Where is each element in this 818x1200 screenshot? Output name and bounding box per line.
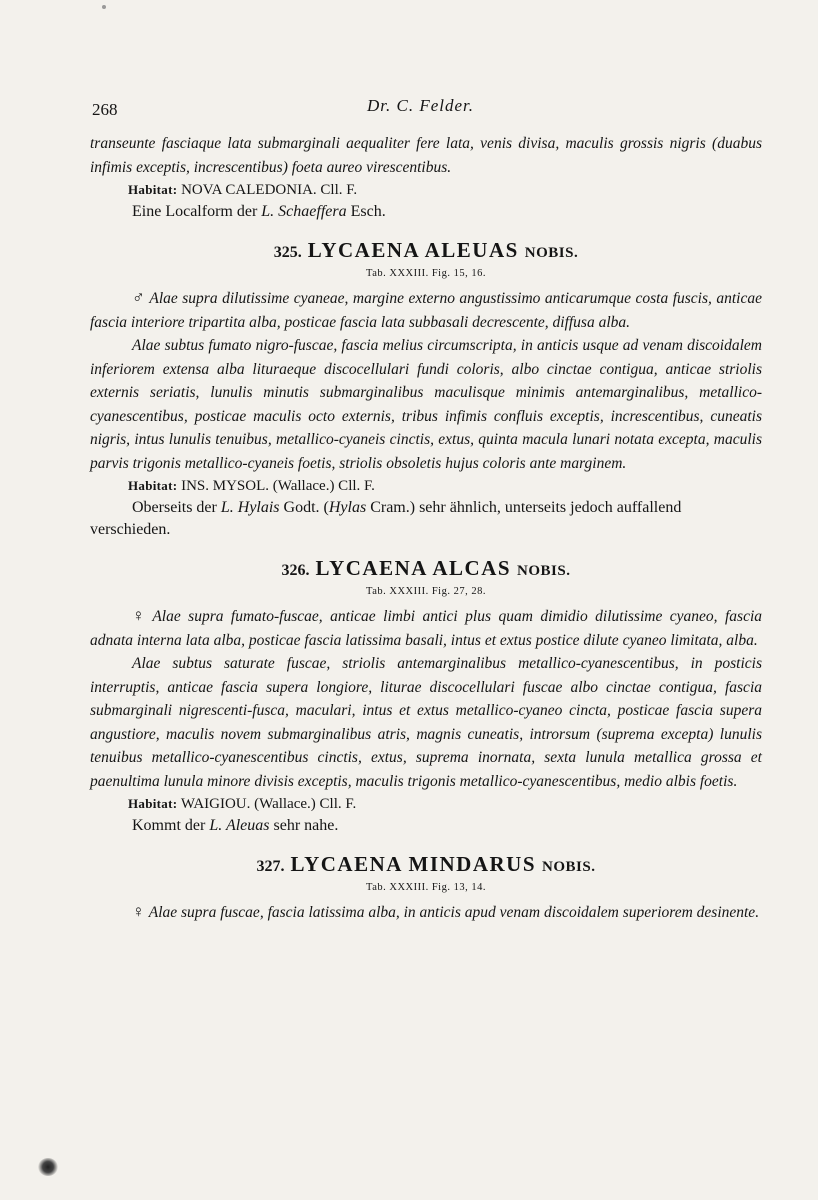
habitat-value: NOVA CALEDONIA. Cll. F. [181, 182, 358, 198]
species-number: 325. [273, 244, 302, 261]
page-number: 268 [92, 100, 118, 119]
species-habitat [90, 793, 762, 815]
habitat-label: Habitat: [128, 796, 178, 811]
note-text: Godt. ( [279, 499, 329, 516]
species-number: 327. [256, 858, 285, 875]
species-name: LYCAENA ALEUAS [307, 238, 519, 262]
species-name: LYCAENA MINDARUS [290, 852, 537, 876]
note-text: Oberseits der [132, 499, 221, 516]
plate-reference: Tab. XXXIII. Fig. 27, 28. [366, 586, 486, 597]
plate-reference: Tab. XXXIII. Fig. 15, 16. [366, 268, 486, 279]
species-author: NOBIS. [524, 245, 579, 261]
habitat-value: WAIGIOU. (Wallace.) Cll. F. [180, 796, 357, 812]
species-number: 326. [281, 562, 310, 579]
note-text: sehr nahe. [269, 817, 339, 834]
habitat-label: Habitat: [128, 182, 178, 197]
page-body [90, 132, 762, 925]
description-upperside [90, 900, 762, 925]
note-species: Hylas [328, 499, 367, 516]
description-underside: Alae subtus saturate fuscae, striolis antemarginalibus metallico-cyanescentibus, in posticis interruptis, anticae fascia supera longiore, liturae discocellulari fuscae albo cinctae contigua, fascia submarginali nigrescenti-fusca, maculari, intus et extus metallico-cyaneo cincta, posticae fascia supera angustiore, maculis novem submarginalibus atris, magnis cuneatis, introrsum (suprema excepta) lunulis tenuibus metallico-cyanescentibus cinctis, extus, suprema inornata, sexta lunula metallica grossa et paenultima lunula minore divisis exceptis, maculis trigonis metallico-cyanescentibus, medio albis foetis. [90, 655, 762, 790]
species-name: LYCAENA ALCAS [315, 556, 512, 580]
note-text: Cram.) sehr ähnlich, unterseits jedoch auffallend verschieden. [90, 499, 682, 538]
habitat-value: INS. MYSOL. (Wallace.) Cll. F. [181, 478, 375, 494]
description-text: Alae supra fuscae, fascia latissima alba, in anticis apud venam discoidalem superiorem desinente. [148, 904, 760, 921]
species-entry-325 [90, 237, 762, 541]
description-upperside [90, 286, 762, 334]
species-heading [90, 851, 762, 880]
species-note [90, 815, 762, 837]
note-species: L. Schaeffera [261, 203, 347, 220]
page-header [92, 96, 762, 124]
species-heading [90, 237, 762, 266]
species-habitat [90, 475, 762, 497]
female-symbol-icon: ♀ [132, 902, 145, 921]
species-heading [90, 555, 762, 584]
note-text: Eine Localform der [132, 203, 262, 220]
plate-reference: Tab. XXXIII. Fig. 13, 14. [366, 882, 486, 893]
description-upperside [90, 604, 762, 652]
description-text: Alae supra dilutissime cyaneae, margine externo angustissimo anticarumque costa fuscis, anticae fascia interiore tripartita alba, posticae fascia lata subbasali decrescente, diffusa alba. [90, 290, 762, 331]
note-species: L. Aleuas [209, 817, 270, 834]
species-author: NOBIS. [517, 563, 571, 579]
note-species: L. Hylais [220, 499, 280, 516]
intro-latin: transeunte fasciaque lata submarginali aequaliter fere lata, venis divisa, maculis grossis nigris (duabus infimis exceptis, increscentibus) foeta aureo virescentibus. [90, 135, 762, 176]
intro-habitat [90, 179, 762, 201]
species-entry-327 [90, 851, 762, 925]
running-head: Dr. C. Felder. [367, 96, 475, 115]
species-note [90, 497, 762, 541]
intro-note [90, 201, 762, 223]
habitat-label: Habitat: [128, 478, 178, 493]
description-underside: Alae subtus fumato nigro-fuscae, fascia melius circumscripta, in anticis usque ad venam discoidalem inferiorem extensa alba lituraeque discocellulari fundi coloris, albo cinctae contigua, anticae striolis externis seriatis, lunulis minutis submarginalibus maculisque minimis antemarginalibus, metallico-cyanescentibus, posticae maculis octo externis, tribus infimis confluis exceptis, increscentibus, cuneatis nigris, intus lunulis tenuibus, metallico-cyaneis cinctis, extus, quinta macula lunari notata excepta, maculis parvis trigonis metallico-cyaneis foetis, striolis obsoletis hujus coloris ante marginem. [90, 337, 762, 472]
speck-mark [102, 5, 106, 9]
ink-smudge [38, 1158, 58, 1176]
male-symbol-icon: ♂ [132, 288, 146, 307]
note-text: Esch. [346, 203, 386, 220]
note-text: Kommt der [132, 817, 210, 834]
female-symbol-icon: ♀ [132, 606, 149, 625]
species-author: NOBIS. [542, 859, 596, 875]
species-entry-326 [90, 555, 762, 837]
description-text: Alae supra fumato-fuscae, anticae limbi antici plus quam dimidio dilutissime cyaneo, fascia adnata interna lata alba, posticae fascia latissima basali, intus et extus postice dilute cyaneo limitata, alba. [90, 608, 763, 649]
